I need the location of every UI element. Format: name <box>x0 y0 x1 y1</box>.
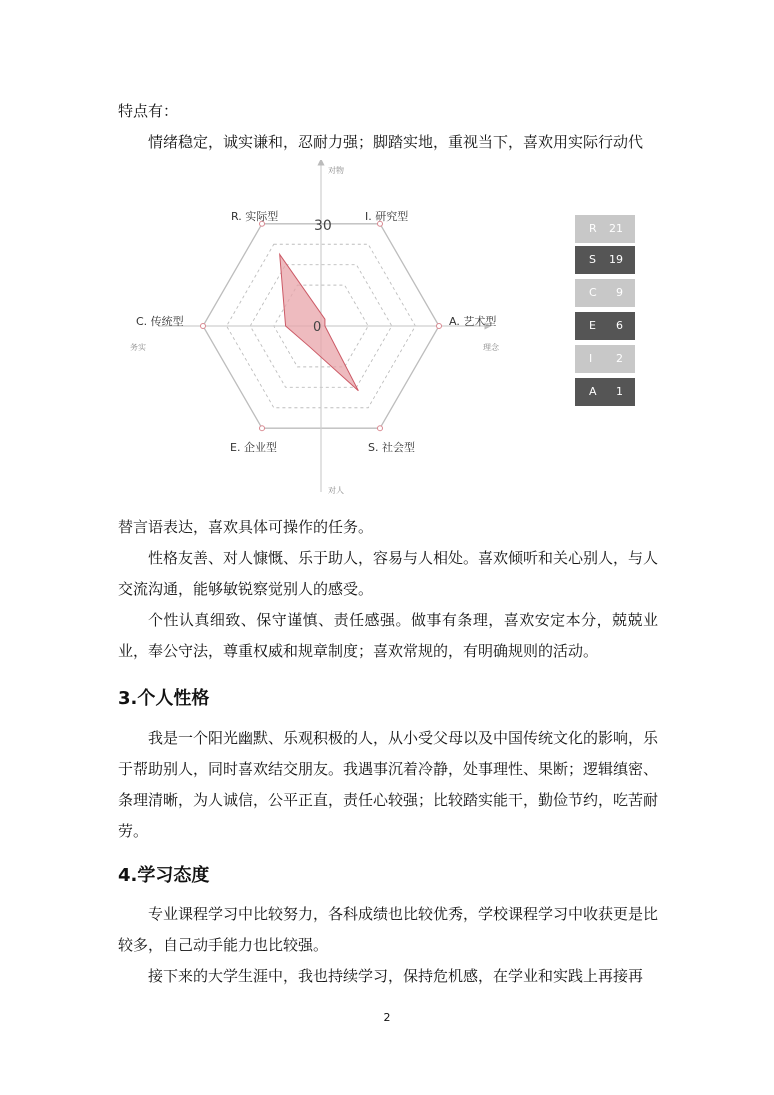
score-value: 9 <box>616 286 623 299</box>
score-row-r <box>575 215 635 243</box>
axis-label-i: I. 研究型 <box>365 210 409 223</box>
score-value: 1 <box>616 385 623 398</box>
axis-label-r: R. 实际型 <box>231 210 279 223</box>
score-row-a <box>575 378 635 406</box>
score-row-e <box>575 312 635 340</box>
score-row-c <box>575 279 635 307</box>
axis-label-e: E. 企业型 <box>230 441 277 454</box>
direction-label-left: 务实 <box>130 343 146 352</box>
radar-chart <box>118 160 538 505</box>
vertex-dot <box>378 426 383 431</box>
score-key: I <box>589 352 593 365</box>
paragraph-conventional: 个性认真细致、保守谨慎、责任感强。做事有条理，喜欢安定本分，兢兢业业，奉公守法，尊重权威和规章制度；喜欢常规的，有明确规则的活动。 <box>118 611 658 660</box>
paragraph-social: 性格友善、对人慷慨、乐于助人，容易与人相处。喜欢倾听和关心别人，与人交流沟通，能够敏锐察觉别人的感受。 <box>118 549 659 598</box>
paragraph-features-line: 情绪稳定，诚实谦和，忍耐力强；脚踏实地，重视当下，喜欢用实际行动代 <box>148 133 644 151</box>
axis-label-a: A. 艺术型 <box>449 315 497 328</box>
score-row-i <box>575 345 635 373</box>
score-value: 21 <box>609 222 623 235</box>
page-number: 2 <box>383 1011 391 1024</box>
score-row-s <box>575 246 635 274</box>
direction-label-bottom: 对人 <box>328 486 344 495</box>
axis-label-s: S. 社会型 <box>368 441 415 454</box>
section-heading-personality: 3.个人性格 <box>118 688 210 709</box>
vertex-dot <box>201 324 206 329</box>
direction-label-top: 对物 <box>328 166 344 175</box>
holland-radar-figure <box>118 160 658 505</box>
paragraph-features-intro: 特点有： <box>118 102 179 120</box>
section-heading-study-attitude: 4.学习态度 <box>118 865 210 886</box>
paragraph-study: 专业课程学习中比较努力，各科成绩也比较优秀，学校课程学习中收获更是比较多，自己动手能力也比较强。 <box>118 905 659 954</box>
score-value: 2 <box>616 352 623 365</box>
score-value: 19 <box>609 253 623 266</box>
center-value-label: 0 <box>313 320 322 335</box>
score-key: S <box>589 253 596 266</box>
score-key: R <box>589 222 597 235</box>
vertex-dot <box>260 426 265 431</box>
score-value: 6 <box>616 319 623 332</box>
score-key: E <box>589 319 596 332</box>
paragraph-study-continued: 接下来的大学生涯中，我也持续学习，保持危机感，在学业和实践上再接再 <box>148 967 644 985</box>
score-key: A <box>589 385 597 398</box>
paragraph-personality: 我是一个阳光幽默、乐观积极的人，从小受父母以及中国传统文化的影响，乐于帮助别人，同时喜欢结交朋友。我遇事沉着冷静，处事理性、果断；逻辑缜密、条理清晰，为人诚信，公平正直，责任心较强；比较踏实能干，勤俭节约，吃苦耐劳。 <box>118 729 659 840</box>
vertex-dot <box>437 324 442 329</box>
direction-label-right: 理念 <box>483 343 499 352</box>
max-value-label: 30 <box>314 218 332 234</box>
paragraph-features-continued: 替言语表达，喜欢具体可操作的任务。 <box>118 518 374 536</box>
axis-label-c: C. 传统型 <box>136 315 184 328</box>
score-key: C <box>589 286 597 299</box>
